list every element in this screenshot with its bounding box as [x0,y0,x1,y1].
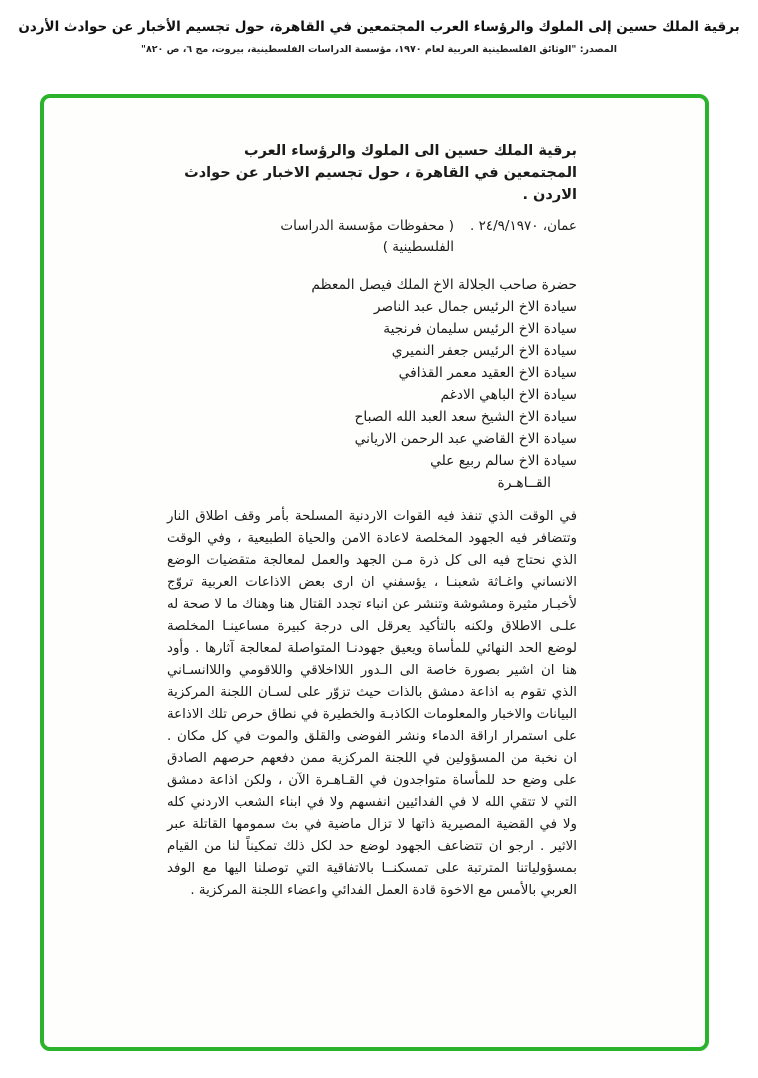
place-date: عمان، ٢٤/٩/١٩٧٠ . [470,218,577,234]
addressee-list [169,274,577,494]
addressee-line: سيادة الاخ الباهي الادغم [440,387,577,403]
addressee-line: سيادة الاخ العقيد معمر القذافي [398,365,577,381]
addressee-city: القــاهـرة [497,475,551,491]
addressee-line: سيادة الاخ الرئيس جمال عبد الناصر [373,299,577,315]
addressee-line: سيادة الاخ القاضي عبد الرحمن الارياني [354,431,577,447]
addressee-line: سيادة الاخ سالم ربيع علي [430,453,577,469]
page-header [0,0,758,55]
archive-note: ( محفوظات مؤسسة الدراسات الفلسطينية ) [280,218,454,255]
date-row [169,216,577,258]
addressee-line: سيادة الاخ الرئيس سليمان فرنجية [383,321,577,337]
document-body: في الوقت الذي تنفذ فيه القوات الاردنية المسلحة بأمر وقف اطلاق النار وتتضافر فيه الجهود المخلصة لاعادة الامن والحياة الطبيعية ، وفي الوقت الذي نحتاج فيه الى كل ذرة مـن الجهد والعمل لمعالجة متقضيات الوضع الانساني واغـاثة شعبنـا ، يؤسفني ان ارى بعض الاذاعات العربية تروّج لأخبـار مثيرة ومشوشة وتنشر عن انباء تجدد القتال هنا وهناك ما لا صحة له علـى الاطلاق ولكنه بالتأكيد يعرقل الى درجة كبيرة مساعينـا المخلصة لوضع الحد النهائي للمأساة ويعيق جهودنـا المتواصلة لمعالجة آثارها . وأود هنا ان اشير بصورة خاصة الى الـدور اللااخلاقي واللاقومي واللاانسـاني الذي تقوم به اذاعة دمشق بالذات حيث تزوّر على لسـان اللجنة المركزية البيانات والاخبار والمعلومات الكاذبـة والخطيرة في نطاق حرص تلك الاذاعة على استمرار اراقة الدماء ونشر الفوضى والقلق والموت في كل مكان . ان نخبة من المسؤولين في اللجنة المركزية ممن دفعهم حرصهم الصادق على وضع حد للمأساة متواجدون في القـاهـرة الآن ، ولكن اذاعة دمشق التي لا تتقي الله لا في الفدائيين انفسهم ولا في ابناء الشعب الاردني كله ولا في القضية المصيرية ذاتها لا تزال ماضية في بث سمومها القاتلة عبر الاثير . ارجو ان تتضاعف الجهود لوضع حد لكل ذلك تمكيناً لنا من القيام بمسؤولياتنا المترتبة على تمسكنــا بالاتفاقية التي توصلنا اليها مع الوفد العربي بالأمس مع الاخوة قادة العمل الفدائي واعضاء اللجنة المركزية . [167,509,577,898]
addressee-line: سيادة الاخ الشيخ سعد العبد الله الصباح [354,409,577,425]
source-citation: المصدر: "الوثائق الفلسطينية العربية لعام ١٩٧٠، مؤسسة الدراسات الفلسطينية، بيروت، مج ٦، ص ٨٢٠" [140,43,618,55]
document-title: برقية الملك حسين الى الملوك والرؤساء العرب المجتمعين في القاهرة ، حول تجسيم الاخبار عن حوادث الاردن . [184,143,577,203]
document-scan [44,98,705,902]
document-frame [40,94,709,1051]
addressee-line: حضرة صاحب الجلالة الاخ الملك فيصل المعظم [311,277,577,293]
addressee-line: سيادة الاخ الرئيس جعفر النميري [391,343,577,359]
page-title: برقية الملك حسين إلى الملوك والرؤساء العرب المجتمعين في القاهرة، حول تجسيم الأخبار عن حوادث الأردن [18,19,740,35]
